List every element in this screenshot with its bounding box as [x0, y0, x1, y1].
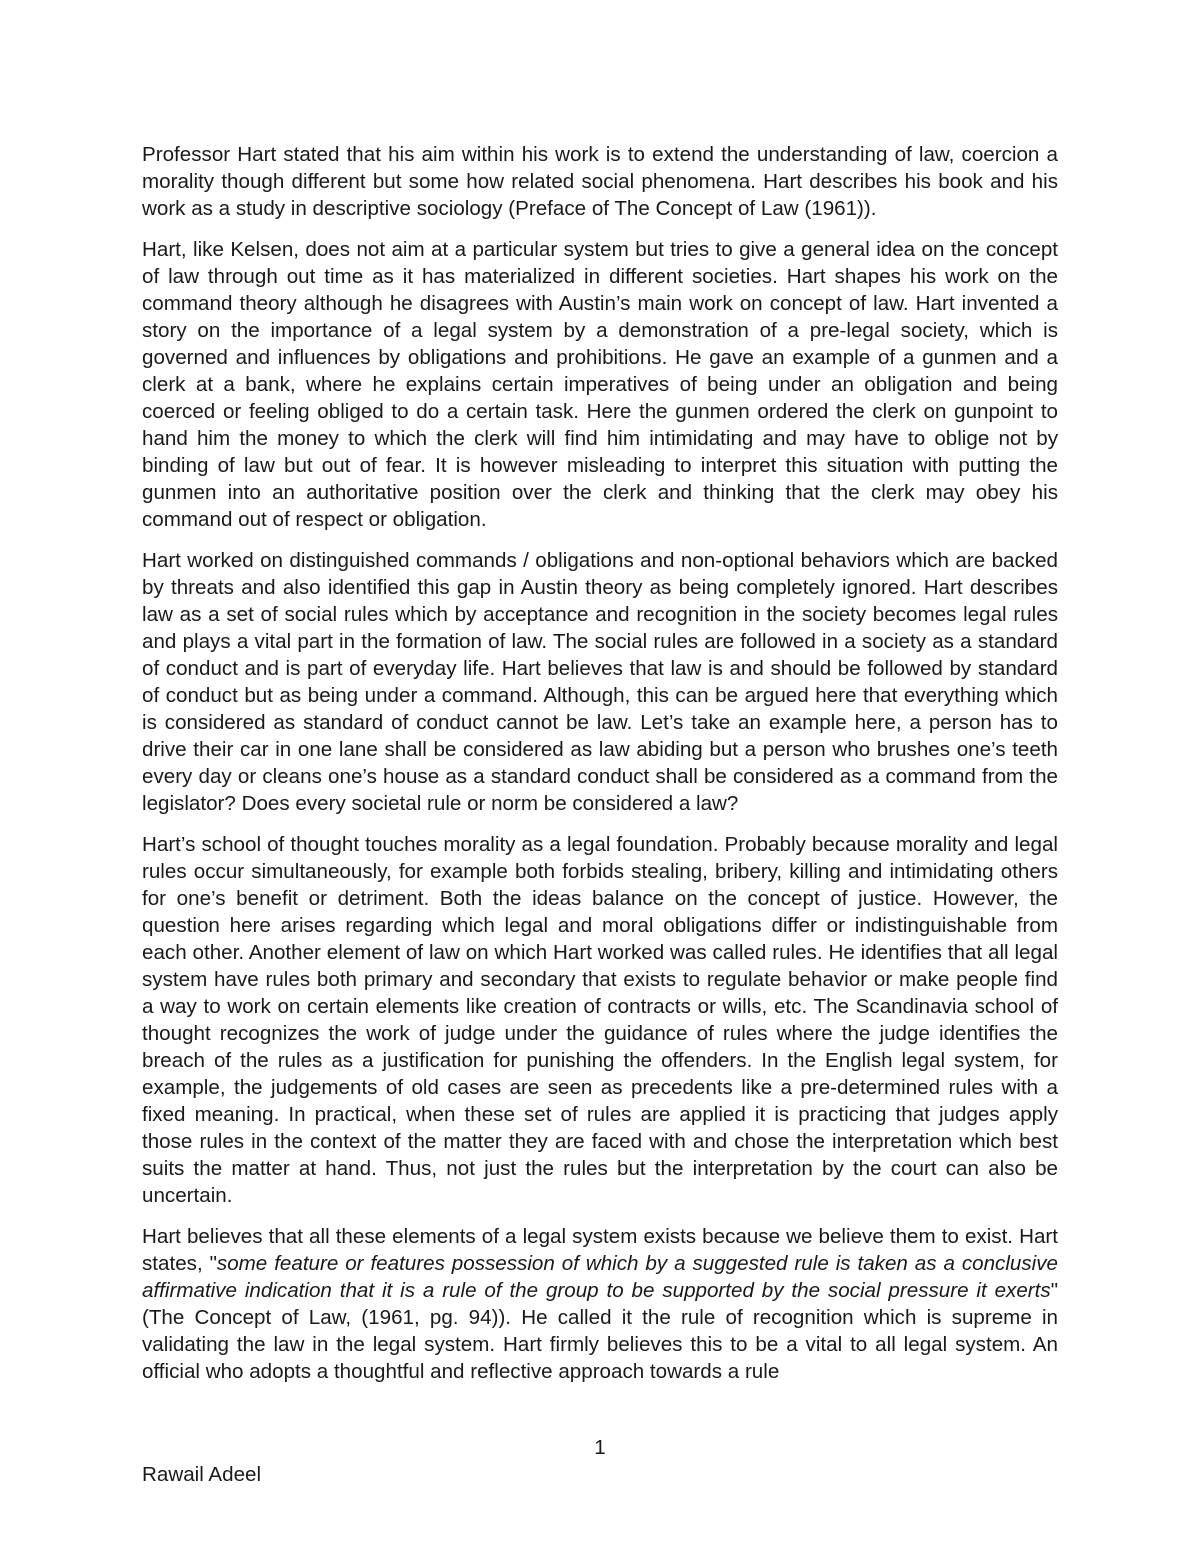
page-number: 1 — [594, 1436, 606, 1459]
paragraph-5-intro: Hart believes that all these elements of a legal system exists because we believe them to exist. Hart states, " — [142, 1225, 1058, 1275]
paragraph-5-continuation: " (The Concept of Law, (1961, pg. 94)). He called it the rule of recognition which is supreme in validating the law in the legal system. Hart firmly believes this to be a vital to all legal system. An official who adopts a thoughtful and reflective approach towards a rule — [142, 1279, 1058, 1383]
paragraph-1: Professor Hart stated that his aim within his work is to extend the understanding of law, coercion a morality though different but some how related social phenomena. Hart describes his book and his work as a study in descriptive sociology (Preface of The Concept of Law (1961)). — [142, 143, 1058, 220]
paragraph-3: Hart worked on distinguished commands / obligations and non-optional behaviors which are backed by threats and also identified this gap in Austin theory as being completely ignored. Hart describes law as a set of social rules which by acceptance and recognition in the society becomes legal rules and plays a vital part in the formation of law. The social rules are followed in a society as a standard of conduct and is part of everyday life. Hart believes that law is and should be followed by standard of conduct but as being under a command. Although, this can be argued here that everything which is considered as standard of conduct cannot be law. Let’s take an example here, a person has to drive their car in one lane shall be considered as law abiding but a person who brushes one’s teeth every day or cleans one’s house as a standard conduct shall be considered as a command from the legislator? Does every societal rule or norm be considered a law? — [142, 549, 1058, 815]
quoted-definition: some feature or features possession of which by a suggested rule is taken as a conclusive affirmative indication that it is a rule of the group to be supported by the social pressure it exerts — [142, 1252, 1058, 1302]
paragraph-5 — [142, 1223, 1058, 1385]
document-body — [142, 141, 1058, 1399]
paragraph-2: Hart, like Kelsen, does not aim at a particular system but tries to give a general idea on the concept of law through out time as it has materialized in different societies. Hart shapes his work on the command theory although he disagrees with Austin’s main work on concept of law. Hart invented a story on the importance of a legal system by a demonstration of a pre-legal society, which is governed and influences by obligations and prohibitions. He gave an example of a gunmen and a clerk at a bank, where he explains certain imperatives of being under an obligation and being coerced or feeling obliged to do a certain task. Here the gunmen ordered the clerk on gunpoint to hand him the money to which the clerk will find him intimidating and may have to oblige not by binding of law but out of fear. It is however misleading to interpret this situation with putting the gunmen into an authoritative position over the clerk and thinking that the clerk may obey his command out of respect or obligation. — [142, 238, 1058, 531]
paragraph-4: Hart’s school of thought touches morality as a legal foundation. Probably because morality and legal rules occur simultaneously, for example both forbids stealing, bribery, killing and intimidating others for one’s benefit or detriment. Both the ideas balance on the concept of justice. However, the question here arises regarding which legal and moral obligations differ or indistinguishable from each other. Another element of law on which Hart worked was called rules. He identifies that all legal system have rules both primary and secondary that exists to regulate behavior or make people find a way to work on certain elements like creation of contracts or wills, etc. The Scandinavia school of thought recognizes the work of judge under the guidance of rules where the judge identifies the breach of the rules as a justification for punishing the offenders. In the English legal system, for example, the judgements of old cases are seen as precedents like a pre-determined rules with a fixed meaning. In practical, when these set of rules are applied it is practicing that judges apply those rules in the context of the matter they are faced with and chose the interpretation which best suits the matter at hand. Thus, not just the rules but the interpretation by the court can also be uncertain. — [142, 833, 1058, 1207]
author-name: Rawail Adeel — [142, 1463, 262, 1486]
